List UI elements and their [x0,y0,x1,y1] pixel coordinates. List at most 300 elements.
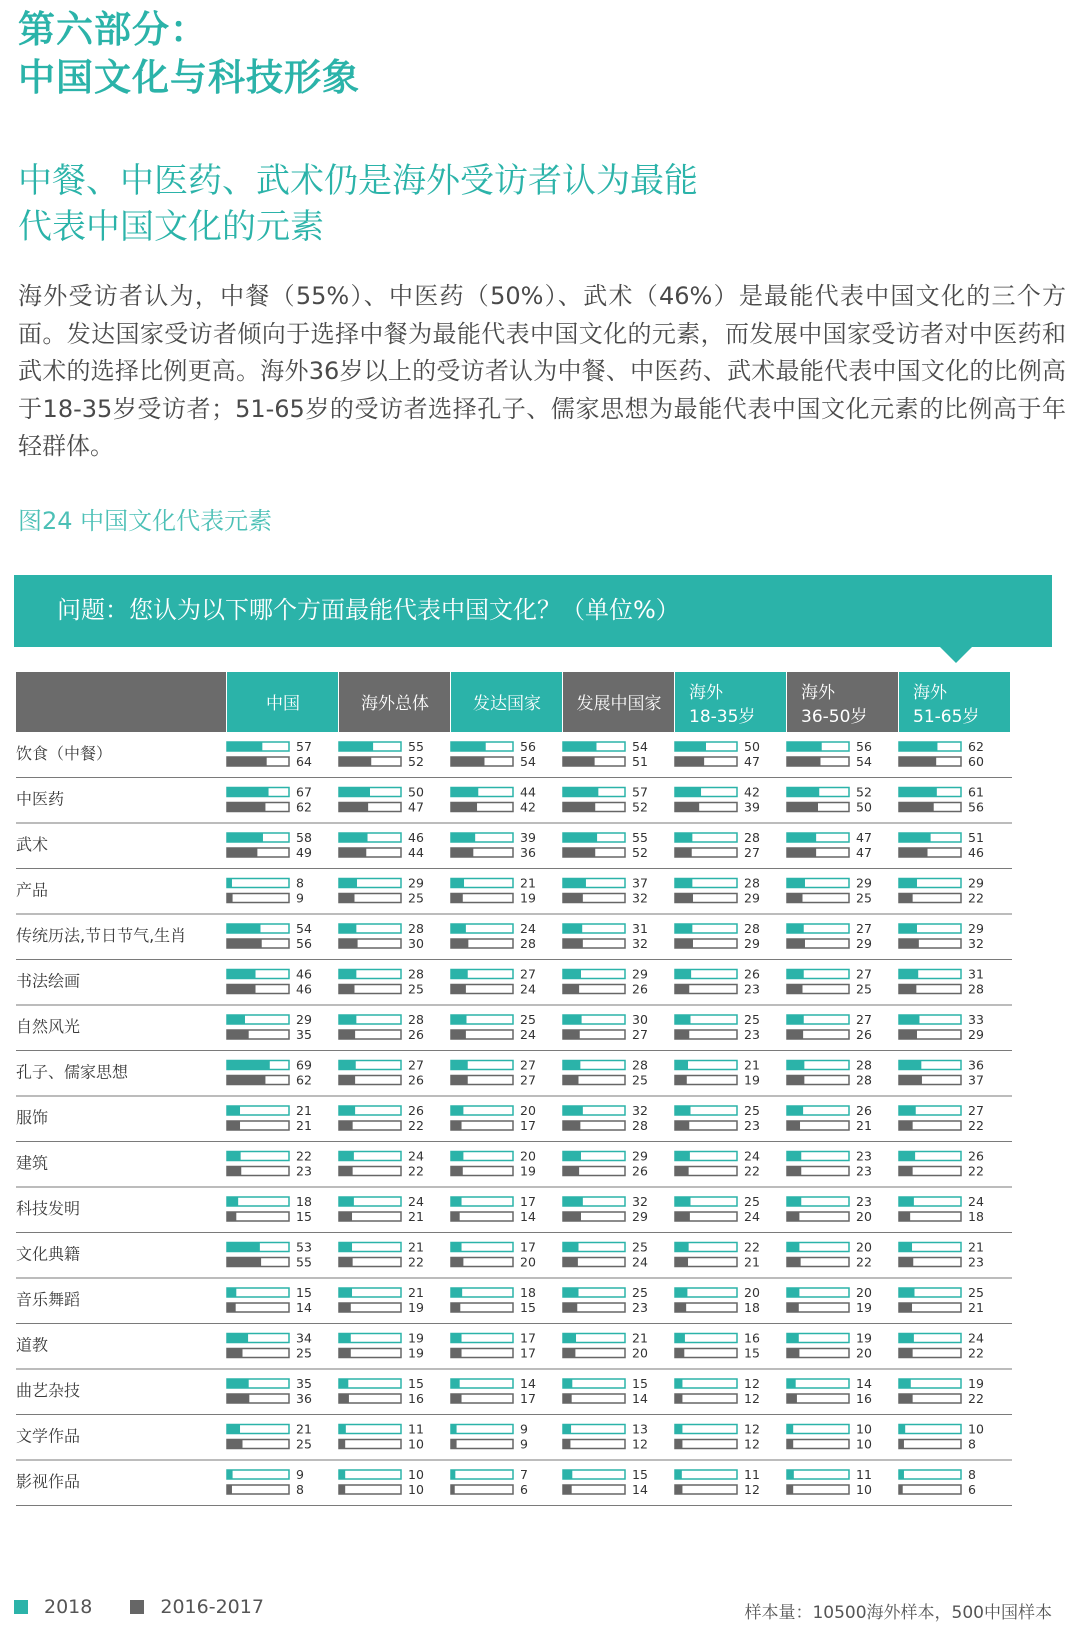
value-label-2016-2017: 23 [744,981,760,997]
bar-2016-2017 [787,1121,800,1130]
bar-2016-2017 [451,1485,455,1494]
bar-2016-2017 [787,1349,799,1358]
column-header-label: 中国 [266,694,300,714]
bar-2018 [227,1288,236,1297]
bar-2016-2017 [787,1258,801,1267]
value-label-2018: 9 [296,1467,304,1482]
sample-size-note: 样本量：10500海外样本，500中国样本 [744,1603,1052,1623]
bar-2016-2017 [787,985,803,994]
bar-2018 [451,1288,462,1297]
bar-2018 [675,1152,690,1161]
bar-2016-2017 [227,894,233,903]
bar-2018 [339,1243,352,1252]
value-label-2016-2017: 19 [408,1300,424,1315]
bar-2018 [339,1106,355,1115]
value-label-2016-2017: 10 [856,1436,872,1452]
value-label-2018: 11 [408,1421,424,1437]
value-label-2018: 53 [296,1239,312,1255]
bar-2018 [787,1425,793,1434]
value-label-2016-2017: 25 [408,981,424,997]
bar-2016-2017 [339,1485,345,1494]
value-label-2018: 50 [408,784,424,800]
bar-2016-2017 [339,894,355,903]
value-label-2018: 17 [520,1194,536,1209]
row-category-label: 中医药 [16,789,65,809]
row-category-label: 音乐舞蹈 [16,1290,81,1309]
bar-2018 [675,1061,688,1070]
value-label-2016-2017: 52 [408,754,424,769]
bar-outline-2016-2017 [339,1440,401,1449]
value-label-2016-2017: 22 [968,1163,984,1179]
value-label-2018: 35 [296,1376,312,1391]
bar-2018 [899,1152,915,1161]
value-label-2018: 28 [744,921,760,936]
value-label-2016-2017: 12 [744,1436,760,1452]
bar-2016-2017 [563,985,579,994]
value-label-2016-2017: 24 [520,981,536,997]
bar-2016-2017 [227,803,265,812]
bar-2016-2017 [787,1076,804,1085]
bar-2016-2017 [451,1349,462,1358]
bar-2018 [675,742,706,751]
value-label-2016-2017: 19 [744,1072,760,1088]
value-label-2016-2017: 24 [744,1209,760,1224]
value-label-2018: 28 [744,875,760,891]
value-label-2018: 54 [632,739,648,754]
bar-outline-2018 [899,1470,961,1479]
value-label-2018: 25 [632,1239,648,1255]
bar-2018 [563,1243,579,1252]
bar-2018 [563,1106,583,1115]
value-label-2018: 21 [408,1239,424,1255]
value-label-2018: 26 [968,1148,984,1164]
value-label-2016-2017: 9 [520,1436,528,1452]
value-label-2016-2017: 27 [632,1027,648,1042]
bar-2018 [563,879,586,888]
legend-label-2018: 2018 [44,1596,93,1618]
value-label-2016-2017: 8 [968,1436,976,1452]
value-label-2016-2017: 19 [520,1163,536,1179]
bar-2018 [227,833,263,842]
value-label-2016-2017: 28 [632,1118,648,1133]
value-label-2016-2017: 22 [968,890,984,906]
bar-2018 [451,1106,463,1115]
value-label-2018: 16 [744,1330,760,1346]
value-label-2016-2017: 20 [520,1254,536,1270]
bar-2016-2017 [675,848,692,857]
value-label-2018: 26 [408,1103,424,1118]
value-label-2016-2017: 47 [856,845,872,860]
bar-2018 [451,1061,468,1070]
value-label-2018: 9 [520,1421,528,1437]
value-label-2018: 13 [632,1421,648,1437]
bar-2016-2017 [899,1030,917,1039]
bar-2016-2017 [451,1030,466,1039]
bar-2016-2017 [451,894,463,903]
bar-outline-2018 [451,1379,513,1388]
bar-outline-2018 [339,1470,401,1479]
bar-2018 [227,788,269,797]
value-label-2016-2017: 12 [744,1391,760,1406]
bar-2016-2017 [339,1349,351,1358]
bar-2016-2017 [787,939,805,948]
value-label-2016-2017: 12 [744,1482,760,1497]
value-label-2016-2017: 23 [856,1163,872,1179]
value-label-2016-2017: 46 [968,845,984,860]
value-label-2018: 23 [856,1194,872,1209]
value-label-2016-2017: 29 [744,936,760,951]
value-label-2018: 25 [744,1012,760,1027]
bar-2018 [675,1243,689,1252]
bar-2016-2017 [899,848,928,857]
legend-swatch-2016-2017 [130,1600,144,1614]
value-label-2016-2017: 60 [968,754,984,769]
value-label-2016-2017: 62 [296,799,312,815]
column-header-label: 海外总体 [361,694,429,714]
value-label-2018: 46 [408,830,424,845]
bar-2018 [339,970,356,979]
value-label-2018: 8 [296,875,304,891]
bar-2018 [339,1152,354,1161]
bar-2018 [339,879,357,888]
value-label-2016-2017: 51 [632,754,648,769]
value-label-2016-2017: 27 [520,1072,536,1088]
bar-2016-2017 [675,803,699,812]
bar-outline-2018 [451,1470,513,1479]
bar-outline-2018 [675,1470,737,1479]
value-label-2018: 42 [744,784,760,800]
bar-outline-2016-2017 [787,1485,849,1494]
value-label-2018: 27 [856,966,872,982]
value-label-2016-2017: 25 [856,890,872,906]
row-category-label: 文学作品 [16,1426,81,1446]
bar-outline-2016-2017 [339,1485,401,1494]
value-label-2016-2017: 29 [856,936,872,951]
value-label-2018: 58 [296,830,312,845]
bar-2016-2017 [451,1440,457,1449]
value-label-2018: 28 [856,1057,872,1073]
bar-outline-2016-2017 [451,1485,513,1494]
bar-2018 [563,742,596,751]
value-label-2018: 10 [408,1467,424,1482]
column-header-label: 36-50岁 [801,707,868,727]
bar-2016-2017 [899,1485,903,1494]
bar-2018 [339,788,370,797]
bar-outline-2016-2017 [451,1212,513,1221]
bar-2018 [227,1152,241,1161]
value-label-2016-2017: 27 [744,845,760,860]
bar-2016-2017 [563,1258,578,1267]
value-label-2016-2017: 23 [744,1118,760,1133]
bar-2016-2017 [675,1485,682,1494]
bar-2018 [899,1379,911,1388]
bar-outline-2018 [675,1425,737,1434]
value-label-2018: 22 [744,1239,760,1255]
value-label-2016-2017: 29 [632,1209,648,1224]
column-header-label: 发达国家 [473,694,541,714]
value-label-2016-2017: 35 [296,1027,312,1042]
value-label-2016-2017: 64 [296,754,312,769]
bar-2016-2017 [899,1212,910,1221]
bar-2016-2017 [451,848,473,857]
headline-line1: 中餐、中医药、武术仍是海外受访者认为最能 [18,161,698,201]
bar-2018 [675,1470,682,1479]
value-label-2016-2017: 26 [408,1027,424,1042]
bar-2016-2017 [563,894,583,903]
value-label-2018: 10 [968,1421,984,1437]
bar-2016-2017 [339,1212,352,1221]
value-label-2016-2017: 22 [744,1163,760,1179]
bar-2016-2017 [451,1212,460,1221]
value-label-2018: 32 [632,1103,648,1118]
bar-2016-2017 [563,757,595,766]
bar-2016-2017 [675,1030,689,1039]
value-label-2016-2017: 29 [968,1027,984,1042]
value-label-2018: 33 [968,1012,984,1027]
value-label-2018: 21 [408,1285,424,1300]
bar-2016-2017 [787,1303,799,1312]
value-label-2018: 15 [296,1285,312,1300]
value-label-2018: 69 [296,1057,312,1073]
value-label-2018: 24 [520,921,536,936]
bar-2018 [339,1379,348,1388]
bar-outline-2018 [787,1425,849,1434]
bar-2016-2017 [227,1167,241,1176]
value-label-2016-2017: 56 [296,936,312,951]
value-label-2016-2017: 14 [296,1300,312,1315]
bar-2016-2017 [563,1440,570,1449]
value-label-2018: 15 [408,1376,424,1391]
bar-2016-2017 [675,1349,684,1358]
bar-2016-2017 [899,1440,904,1449]
value-label-2016-2017: 17 [520,1345,536,1361]
bar-2016-2017 [227,1440,243,1449]
bar-2016-2017 [227,1121,240,1130]
value-label-2018: 15 [632,1376,648,1391]
bar-2018 [675,1425,682,1434]
value-label-2016-2017: 54 [856,754,872,769]
value-label-2016-2017: 47 [408,799,424,815]
value-label-2018: 28 [408,1012,424,1027]
value-label-2018: 29 [856,875,872,891]
bar-2016-2017 [787,894,803,903]
bar-2016-2017 [675,1212,690,1221]
value-label-2018: 29 [968,921,984,936]
bar-2018 [227,1106,240,1115]
bar-2018 [339,1015,356,1024]
section-title-line1: 第六部分： [18,8,208,51]
bar-outline-2016-2017 [563,1440,625,1449]
bar-2018 [451,1243,462,1252]
value-label-2018: 31 [968,966,984,982]
bar-2018 [675,788,701,797]
value-label-2018: 27 [520,966,536,982]
value-label-2016-2017: 6 [520,1482,528,1497]
value-label-2016-2017: 26 [632,981,648,997]
bar-2018 [227,1243,260,1252]
bar-2018 [899,924,917,933]
value-label-2018: 26 [856,1103,872,1118]
figure-title: 图24 中国文化代表元素 [18,507,273,535]
value-label-2016-2017: 10 [856,1482,872,1497]
bar-2016-2017 [675,985,689,994]
question-text: 问题：您认为以下哪个方面最能代表中国文化？（单位%） [57,596,680,624]
bar-2018 [899,1015,919,1024]
bar-2016-2017 [339,757,371,766]
bar-2018 [563,833,597,842]
value-label-2016-2017: 22 [968,1118,984,1133]
value-label-2016-2017: 19 [856,1300,872,1315]
bar-2016-2017 [563,1030,580,1039]
bar-2016-2017 [899,1076,922,1085]
bar-2018 [451,833,475,842]
bar-2016-2017 [563,939,583,948]
value-label-2016-2017: 10 [408,1436,424,1452]
bar-2016-2017 [563,1076,579,1085]
value-label-2016-2017: 54 [520,754,536,769]
bar-2018 [787,1015,804,1024]
value-label-2018: 21 [296,1103,312,1118]
bar-2018 [899,833,931,842]
bar-2016-2017 [899,939,919,948]
value-label-2016-2017: 15 [744,1345,760,1361]
bar-2018 [787,1334,799,1343]
bar-2016-2017 [563,1121,580,1130]
bar-outline-2016-2017 [675,1440,737,1449]
value-label-2018: 55 [632,830,648,845]
value-label-2018: 29 [968,875,984,891]
value-label-2016-2017: 14 [632,1482,648,1497]
bar-outline-2018 [675,1379,737,1388]
value-label-2018: 21 [296,1421,312,1437]
bar-2018 [899,1106,916,1115]
bar-2018 [339,1425,346,1434]
bar-2016-2017 [227,757,267,766]
bar-2018 [227,1425,240,1434]
value-label-2016-2017: 23 [968,1254,984,1270]
bar-2016-2017 [675,1303,686,1312]
value-label-2018: 56 [520,739,536,754]
value-label-2018: 57 [632,784,648,800]
column-header-label: 51-65岁 [913,707,980,727]
bar-outline-2016-2017 [899,1485,961,1494]
bar-2018 [227,1197,238,1206]
bar-2016-2017 [339,848,366,857]
section-title-line2: 中国文化与科技形象 [18,56,360,99]
bar-2018 [451,924,466,933]
bar-2016-2017 [787,848,816,857]
bar-2016-2017 [339,1303,351,1312]
value-label-2016-2017: 32 [968,936,984,951]
bar-2016-2017 [899,757,936,766]
bar-2016-2017 [339,1258,353,1267]
bar-2016-2017 [899,985,916,994]
value-label-2016-2017: 50 [856,799,872,815]
bar-outline-2016-2017 [787,1440,849,1449]
bar-2018 [227,879,232,888]
value-label-2018: 28 [408,966,424,982]
value-label-2016-2017: 44 [408,845,424,860]
bar-2018 [451,1470,455,1479]
value-label-2018: 24 [744,1148,760,1164]
bar-2016-2017 [227,848,257,857]
bar-2018 [675,1288,687,1297]
bar-2018 [227,924,260,933]
value-label-2018: 30 [632,1012,648,1027]
header-label-cell [16,672,226,732]
value-label-2016-2017: 26 [632,1163,648,1179]
value-label-2016-2017: 16 [856,1391,872,1406]
value-label-2016-2017: 22 [968,1345,984,1361]
value-label-2018: 34 [296,1330,312,1346]
bar-2018 [563,1015,582,1024]
value-label-2018: 14 [520,1376,536,1391]
bar-2016-2017 [227,1394,249,1403]
bar-2018 [675,879,692,888]
bar-2018 [563,788,598,797]
bar-2018 [451,1015,467,1024]
value-label-2018: 10 [856,1421,872,1437]
bar-2016-2017 [227,985,256,994]
bar-2018 [787,1243,799,1252]
value-label-2018: 47 [856,830,872,845]
value-label-2018: 7 [520,1467,528,1482]
bar-2018 [227,742,262,751]
bar-2016-2017 [563,1303,577,1312]
bar-2016-2017 [787,1440,793,1449]
bar-2016-2017 [899,1258,913,1267]
value-label-2018: 56 [856,739,872,754]
value-label-2016-2017: 25 [632,1072,648,1088]
value-label-2018: 25 [520,1012,536,1027]
bar-2018 [227,1334,248,1343]
value-label-2016-2017: 29 [744,890,760,906]
value-label-2018: 29 [632,966,648,982]
column-header-label: 18-35岁 [689,707,756,727]
bar-2018 [899,1470,904,1479]
bar-2016-2017 [899,1167,913,1176]
bar-2018 [563,1425,571,1434]
value-label-2018: 19 [408,1330,424,1346]
bar-2018 [787,970,804,979]
bar-2018 [563,1288,579,1297]
bar-outline-2018 [787,1379,849,1388]
value-label-2016-2017: 23 [744,1027,760,1042]
bar-2018 [787,1470,794,1479]
row-category-label: 道教 [16,1335,49,1355]
bar-2018 [563,1061,580,1070]
value-label-2018: 21 [968,1239,984,1255]
value-label-2016-2017: 26 [856,1027,872,1042]
bar-2016-2017 [227,1076,265,1085]
value-label-2016-2017: 19 [408,1345,424,1361]
value-label-2016-2017: 36 [520,845,536,860]
value-label-2018: 24 [408,1148,424,1164]
row-category-label: 曲艺杂技 [16,1381,81,1400]
value-label-2016-2017: 22 [856,1254,872,1270]
bar-2016-2017 [675,894,693,903]
value-label-2018: 62 [968,739,984,754]
value-label-2018: 11 [856,1467,872,1482]
bar-2018 [563,1152,581,1161]
bar-outline-2018 [899,1425,961,1434]
value-label-2016-2017: 49 [296,845,312,860]
bar-2016-2017 [451,1258,463,1267]
value-label-2018: 27 [408,1057,424,1073]
bar-2018 [227,1379,249,1388]
bar-2016-2017 [675,939,693,948]
value-label-2016-2017: 26 [408,1072,424,1088]
